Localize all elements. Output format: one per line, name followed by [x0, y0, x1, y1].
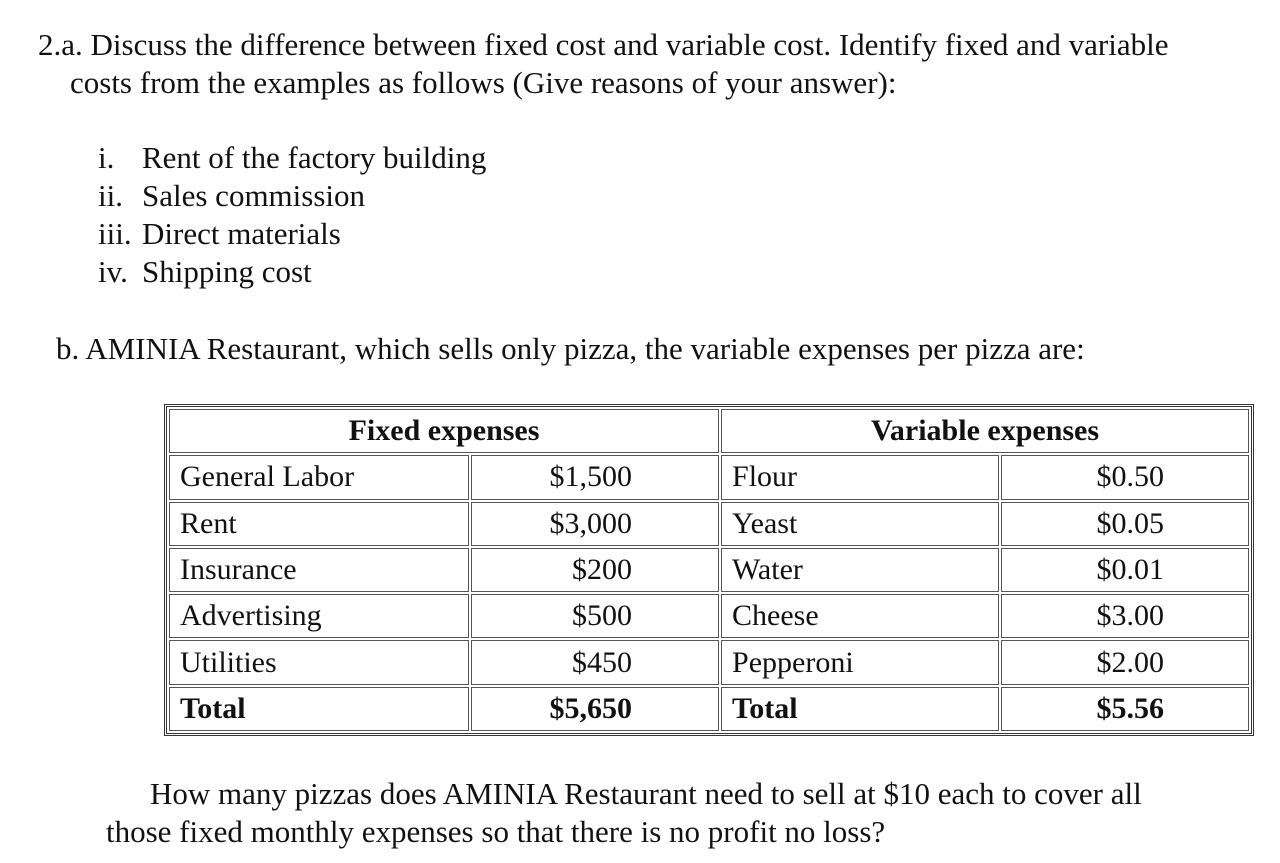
- list-item-text: Rent of the factory building: [142, 140, 487, 175]
- fixed-total-amount: $5,650: [471, 687, 719, 731]
- fixed-amount: $200: [471, 548, 719, 592]
- table-row: [169, 640, 1249, 684]
- list-item-text: Direct materials: [142, 216, 341, 251]
- variable-item: Yeast: [721, 502, 999, 546]
- fixed-item: Rent: [169, 502, 469, 546]
- list-item: [98, 178, 365, 214]
- list-item-text: Sales commission: [142, 178, 366, 213]
- variable-amount: $2.00: [1001, 640, 1249, 684]
- fixed-item: Insurance: [169, 548, 469, 592]
- table-row: [169, 548, 1249, 592]
- fixed-item: Utilities: [169, 640, 469, 684]
- variable-amount: $0.50: [1001, 455, 1249, 499]
- list-item: [98, 216, 341, 252]
- fixed-item: Advertising: [169, 594, 469, 638]
- variable-total-amount: $5.56: [1001, 687, 1249, 731]
- variable-amount: $3.00: [1001, 594, 1249, 638]
- table-row: [169, 594, 1249, 638]
- expenses-table: [164, 404, 1254, 736]
- variable-item: Flour: [721, 455, 999, 499]
- fixed-amount: $3,000: [471, 502, 719, 546]
- question-b-closing-line2: those fixed monthly expenses so that there is no profit no loss?: [106, 814, 886, 849]
- list-item: [98, 254, 312, 290]
- fixed-amount: $500: [471, 594, 719, 638]
- variable-item: Cheese: [721, 594, 999, 638]
- list-item-number: iv.: [98, 254, 128, 289]
- fixed-amount: $450: [471, 640, 719, 684]
- list-item: [98, 140, 486, 176]
- fixed-total-label: Total: [169, 687, 469, 731]
- table-row: [169, 455, 1249, 499]
- list-item-number: iii.: [98, 216, 132, 251]
- variable-expenses-header: Variable expenses: [721, 409, 1249, 453]
- table-row: [169, 502, 1249, 546]
- question-b-intro: b. AMINIA Restaurant, which sells only pizza, the variable expenses per pizza are:: [56, 331, 1085, 366]
- table-total-row: [169, 687, 1249, 731]
- list-item-number: i.: [98, 140, 115, 175]
- fixed-item: General Labor: [169, 455, 469, 499]
- variable-item: Pepperoni: [721, 640, 999, 684]
- question-a-line1: 2.a. Discuss the difference between fixed cost and variable cost. Identify fixed and variable: [38, 27, 1169, 62]
- list-item-number: ii.: [98, 178, 123, 213]
- table-header-row: [169, 409, 1249, 453]
- question-a-line2: costs from the examples as follows (Give reasons of your answer):: [70, 65, 897, 100]
- variable-total-label: Total: [721, 687, 999, 731]
- fixed-amount: $1,500: [471, 455, 719, 499]
- question-b-closing-line1: How many pizzas does AMINIA Restaurant need to sell at $10 each to cover all: [150, 776, 1142, 811]
- variable-amount: $0.01: [1001, 548, 1249, 592]
- list-item-text: Shipping cost: [142, 254, 312, 289]
- fixed-expenses-header: Fixed expenses: [169, 409, 719, 453]
- variable-item: Water: [721, 548, 999, 592]
- variable-amount: $0.05: [1001, 502, 1249, 546]
